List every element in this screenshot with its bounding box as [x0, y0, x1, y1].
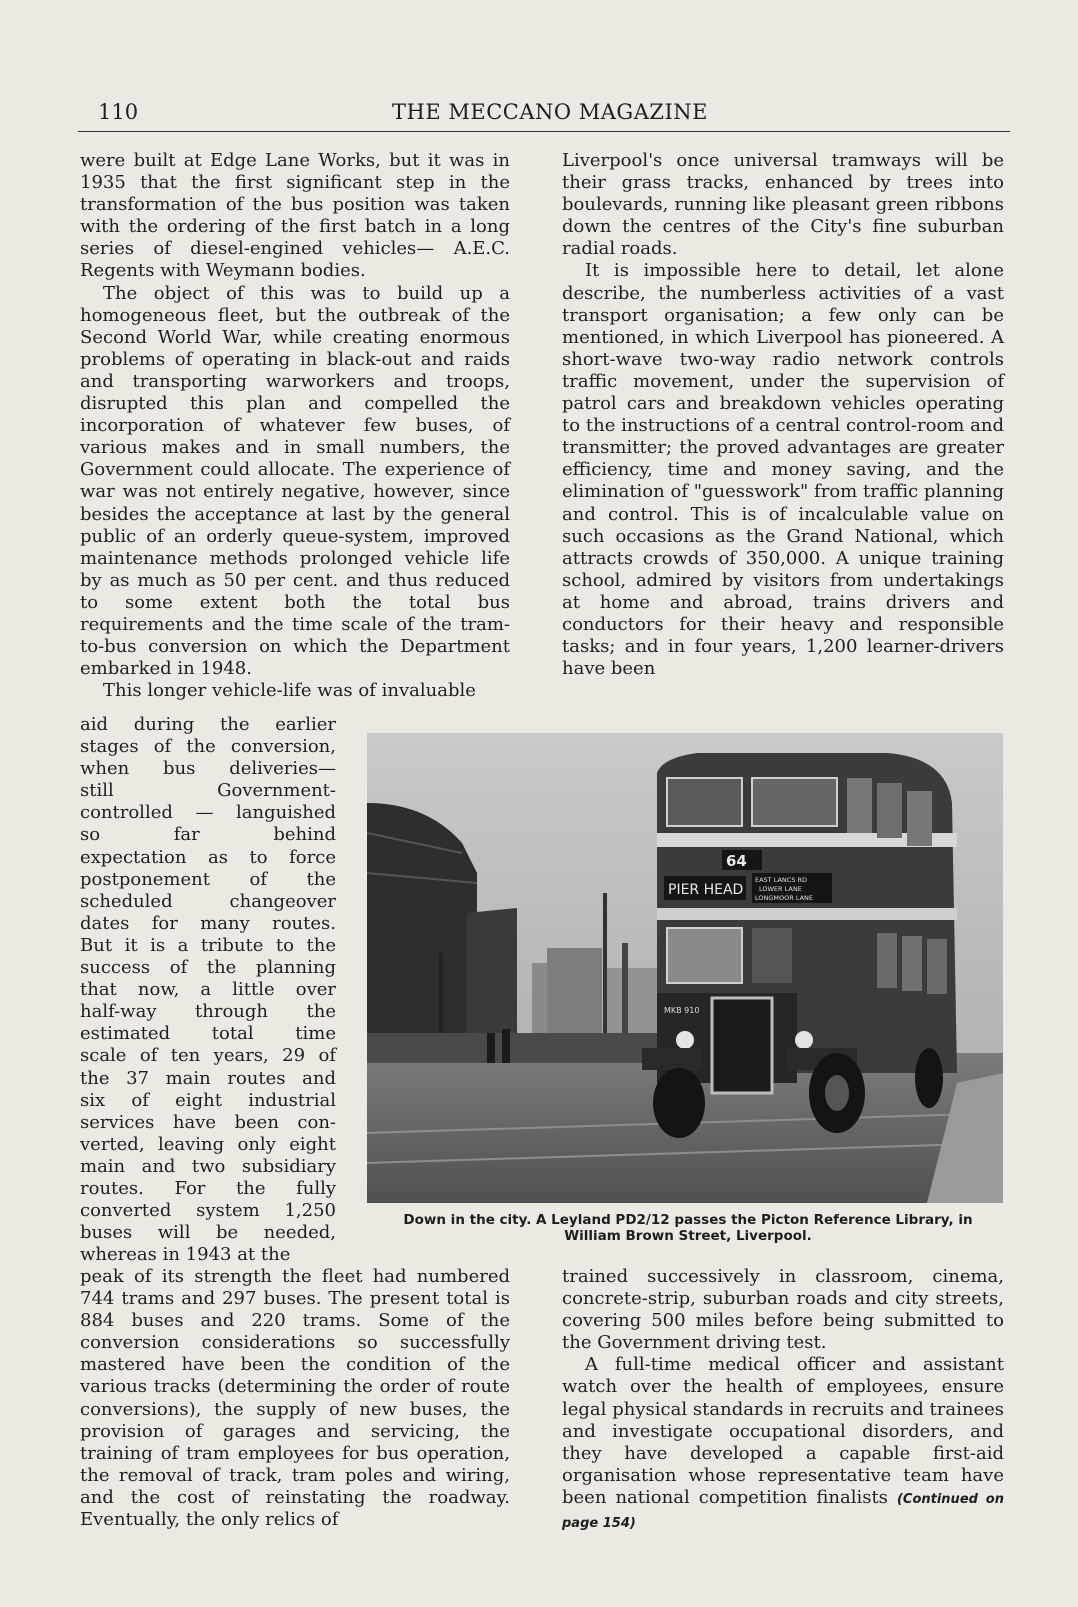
continued-note: (Continued on page 154): [562, 1491, 1004, 1532]
narrow-column-line: six of eight industrial: [80, 1089, 336, 1111]
caption-line: William Brown Street, Liverpool.: [564, 1228, 812, 1244]
caption-line: Down in the city. A Leyland PD2/12 passes the Picton Reference Library, in: [403, 1212, 973, 1228]
narrow-column-line: converted system 1,250: [80, 1200, 336, 1222]
narrow-column-line: scale of ten years, 29 of: [80, 1045, 336, 1067]
left-column-bottom: [80, 1266, 510, 1531]
paragraph: This longer vehicle-life was of invaluable: [103, 680, 476, 702]
narrow-column-line: postponement of the: [80, 868, 336, 890]
route-number: 64: [726, 852, 747, 870]
narrow-column-line: main and two subsidiary: [80, 1155, 336, 1177]
narrow-column-line: stages of the conversion,: [80, 736, 336, 758]
photo-caption: [362, 1212, 1014, 1244]
left-column-top: [80, 150, 510, 702]
narrow-column-line: so far behind: [80, 824, 336, 846]
narrow-column-line: expectation as to force: [80, 846, 336, 868]
narrow-column-line: services have been con-: [80, 1111, 336, 1133]
magazine-title: THE MECCANO MAGAZINE: [392, 100, 708, 124]
paragraph-text: A full-time medical officer and assistant watch over the health of employees, ensure legal physical standards in recruits and trainees and investigate occupational disorders, and they have developed a capable first-aid organisation whose representative team have been national competition finalists: [562, 1354, 1004, 1508]
narrow-column-line: buses will be needed,: [80, 1222, 336, 1244]
via-sign-line: EAST LANCS RD: [755, 876, 808, 884]
narrow-column-line: But it is a tribute to the: [80, 934, 336, 956]
right-column-bottom: [562, 1266, 1004, 1535]
via-sign-line: LONGMOOR LANE: [755, 894, 814, 902]
bus-photograph: [367, 733, 1003, 1203]
destination-sign: PIER HEAD: [668, 882, 744, 898]
narrow-column-line: verted, leaving only eight: [80, 1133, 336, 1155]
paragraph: were built at Edge Lane Works, but it was in 1935 that the first significant step in the transformation of the bus position was taken with the ordering of the first batch in a long series of diesel-engined vehicles— A.E.C. Regents with Weymann bodies.: [80, 150, 510, 282]
narrow-column-line: dates for many routes.: [80, 912, 336, 934]
narrow-column-line: when bus deliveries—: [80, 758, 336, 780]
left-narrow-column: [80, 714, 336, 1266]
paragraph: The object of this was to build up a homogeneous fleet, but the outbreak of the Second World War, while creating enormous problems of operating in black-out and raids and transporting warworkers and troops, disrupted this plan and compelled the incorporation of whatever few buses, of various makes and in small numbers, the Government could allocate. The experience of war was not entirely negative, however, since besides the acceptance at last by the general public of an orderly queue-system, improved maintenance methods prolonged vehicle life by as much as 50 per cent. and thus reduced to some extent both the total bus requirements and the time scale of the tram-to-bus conversion on which the Department embarked in 1948.: [80, 282, 510, 680]
paragraph: It is impossible here to detail, let alone describe, the numberless activities of a vast transport organisation; a few only can be mentioned, in which Liverpool has pioneered. A short-wave two-way radio network controls traffic movement, under the supervision of patrol cars and breakdown vehicles operating to the instructions of a central control-room and transmitter; the proved advantages are greater efficiency, time and money saving, and the elimination of "guesswork" from traffic planning and control. This is of incalculable value on such occasions as the Grand National, which attracts crowds of 350,000. A unique training school, admired by visitors from undertakings at home and abroad, trains drivers and conductors for their heavy and responsible tasks; and in four years, 1,200 learner-drivers have been: [562, 260, 1004, 680]
narrow-column-line: success of the planning: [80, 957, 336, 979]
registration-plate: MKB 910: [664, 1006, 700, 1015]
page-number: 110: [98, 100, 139, 124]
paragraph: trained successively in classroom, cinema, concrete-strip, suburban roads and city streets, covering 500 miles before being submitted to the Government driving test.: [562, 1266, 1004, 1354]
paragraph: Liverpool's once universal tramways will be their grass tracks, enhanced by trees into boulevards, running like pleasant green ribbons down the centres of the City's fine suburban radial roads.: [562, 150, 1004, 260]
narrow-column-line: routes. For the fully: [80, 1177, 336, 1199]
paragraph: peak of its strength the fleet had numbered 744 trams and 297 buses. The present total is 884 buses and 220 trams. Some of the conversion considerations so successfully mastered have been the condition of the various tracks (determining the order of route conversions), the supply of new buses, the provision of garages and servicing, the training of tram employees for bus operation, the removal of track, tram poles and wiring, and the cost of reinstating the roadway. Eventually, the only relics of: [80, 1266, 510, 1531]
narrow-column-line: still Government-: [80, 780, 336, 802]
narrow-column-line: that now, a little over: [80, 979, 336, 1001]
right-column-top: [562, 150, 1004, 680]
narrow-column-line: estimated total time: [80, 1023, 336, 1045]
header-rule: [78, 131, 1010, 132]
narrow-column-line: scheduled changeover: [80, 890, 336, 912]
narrow-column-line: whereas in 1943 at the: [80, 1244, 291, 1266]
via-sign-line: LOWER LANE: [759, 885, 802, 893]
narrow-column-line: controlled — languished: [80, 802, 336, 824]
narrow-column-line: the 37 main routes and: [80, 1067, 336, 1089]
narrow-column-line: aid during the earlier: [80, 714, 336, 735]
paragraph: [562, 1354, 1004, 1535]
narrow-column-line: half-way through the: [80, 1001, 336, 1023]
